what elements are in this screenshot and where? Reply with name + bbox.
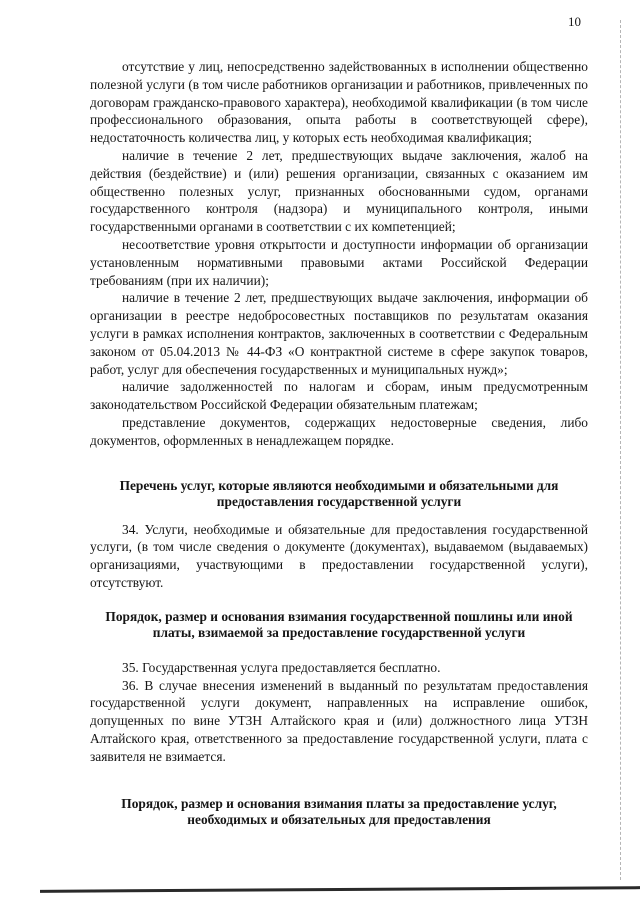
paragraph-false-documents: представление документов, содержащих недостоверные сведения, либо документов, оформленных в ненадлежащем порядке.: [90, 414, 588, 448]
scan-margin-line: [620, 20, 622, 880]
paragraph-complaints: наличие в течение 2 лет, предшествующих выдаче заключения, жалоб на действия (бездействие) и (или) решения организации, связанных с оказанием им общественно полезных услуг, признанных обоснованными судом, органами государственного контроля (надзора) и муниципального контроля, иными государственными органами в соответствии с их компетенцией;: [90, 147, 588, 235]
section-heading-required-services: Перечень услуг, которые являются необходимыми и обязательными для предоставления государственной услуги: [119, 477, 559, 510]
paragraph-information-openness: несоответствие уровня открытости и доступности информации об организации установленным нормативными правовыми актами Российской Федерации требованиям (при их наличии);: [90, 236, 588, 288]
document-body: [90, 58, 588, 829]
page-number: 10: [568, 14, 581, 29]
paragraph-unreliable-suppliers: наличие в течение 2 лет, предшествующих выдаче заключения, информации об организации в реестре недобросовестных поставщиков по результатам оказания услуги в рамках исполнения контрактов, заключенных в соответствии с Федеральным законом от 05.04.2013 № 44-ФЗ «О контрактной системе в сфере закупок товаров, работ, услуг для обеспечения государственных и муниципальных нужд»;: [90, 290, 588, 377]
scan-bottom-edge: [40, 886, 640, 893]
paragraph-36: 36. В случае внесения изменений в выданный по результатам предоставления государственной услуги документ, направленных на исправление ошибок, допущенных по вине УТЗН Алтайского края и (или) должностного лица УТЗН Алтайского края, ответственного за предоставление государственной услуги, плата с заявителя не взимается.: [90, 677, 588, 764]
paragraph-tax-debts: наличие задолженностей по налогам и сборам, иным предусмотренным законодательством Российской Федерации обязательным платежам;: [90, 379, 588, 413]
section-heading-state-fee: Порядок, размер и основания взимания государственной пошлины или иной платы, взимаемой за предоставление государственной услуги: [105, 608, 573, 641]
paragraph-35: 35. Государственная услуга предоставляется бесплатно.: [122, 659, 441, 675]
paragraph-34: 34. Услуги, необходимые и обязательные для предоставления государственной услуги, (в том числе сведения о документе (документах), выдаваемом (выдаваемых) организациями, участвующими в предоставлении государственной услуги), отсутствуют.: [90, 521, 588, 590]
section-heading-payment-for-services: Порядок, размер и основания взимания платы за предоставление услуг, необходимых и обязательных для предоставления: [121, 795, 557, 827]
paragraph-staff-qualification: отсутствие у лиц, непосредственно задействованных в исполнении общественно полезной услуги (в том числе работников организации и работников, привлеченных по договорам гражданско-правового характера), необходимой квалификации (в том числе профессионального образования, опыта работы в соответствующей сфере), недостаточность количества лиц, у которых есть необходимая квалификация;: [90, 59, 588, 146]
